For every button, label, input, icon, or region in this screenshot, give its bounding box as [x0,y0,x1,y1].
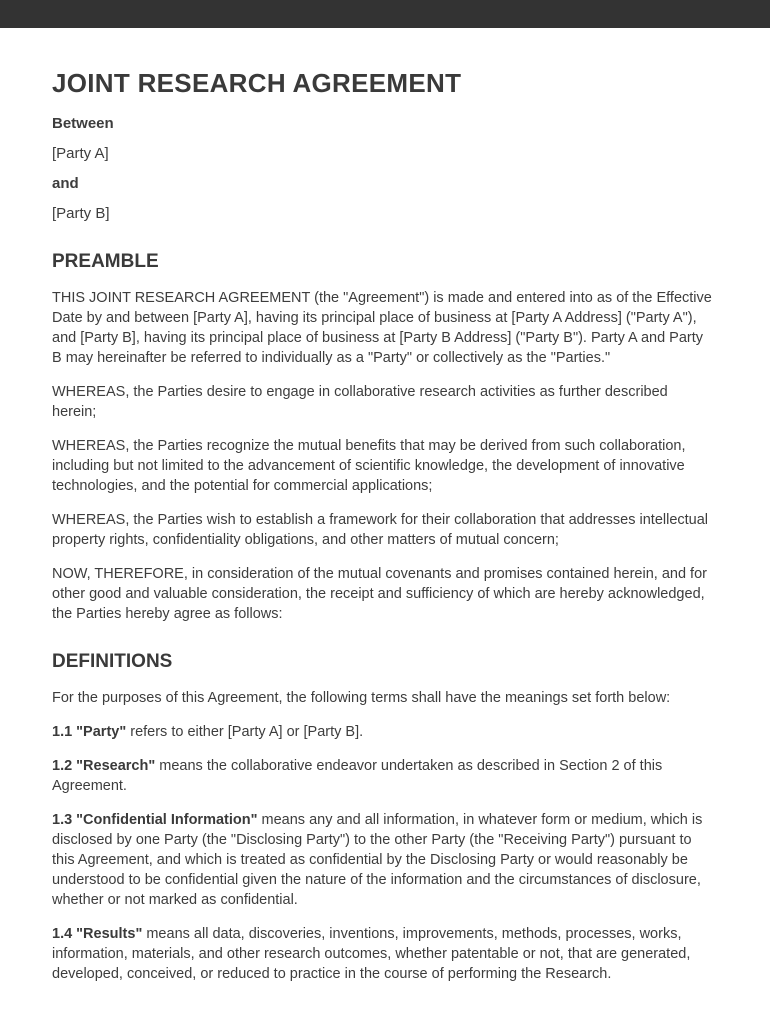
preamble-paragraph-5: NOW, THEREFORE, in consideration of the mutual covenants and promises contained herein, and for other good and valuable consideration, the receipt and sufficiency of which are hereby acknowledged, the Parties hereby agree as follows: [52,566,707,622]
definition-item-1-1 [52,722,712,742]
definition-term-1-1: 1.1 "Party" [52,724,127,740]
definition-term-1-3: 1.3 "Confidential Information" [52,812,258,828]
definition-item-1-4 [52,924,712,984]
definition-item-1-3 [52,810,712,910]
between-label: Between [52,115,114,132]
viewer-top-bar [0,0,770,28]
document-page [0,28,770,1028]
document-body [52,68,712,984]
preamble-paragraph-2: WHEREAS, the Parties desire to engage in collaborative research activities as further described herein; [52,384,668,420]
definition-text-1-3: means any and all information, in whatever form or medium, which is disclosed by one Party (the "Disclosing Party") to the other Party (the "Receiving Party") pursuant to this Agreement, and which is treated as confidential by the Disclosing Party or would reasonably be understood to be confidential given the nature of the information and the circumstances of disclosure, whether or not marked as confidential. [52,812,703,908]
definition-item-1-2 [52,756,712,796]
definitions-heading: DEFINITIONS [52,651,173,672]
definition-term-1-4: 1.4 "Results" [52,926,143,942]
preamble-paragraph-4: WHEREAS, the Parties wish to establish a framework for their collaboration that addresses intellectual property rights, confidentiality obligations, and other matters of mutual concern; [52,512,709,548]
definitions-intro: For the purposes of this Agreement, the following terms shall have the meanings set forth below: [52,690,671,706]
preamble-paragraph-1: THIS JOINT RESEARCH AGREEMENT (the "Agreement") is made and entered into as of the Effective Date by and between [Party A], having its principal place of business at [Party A Address] ("Party A"), and [Party B], having its principal place of business at [Party B Address] ("Party B"). Party A and Party B may hereinafter be referred to individually as a "Party" or collectively as the "Parties." [52,290,712,366]
preamble-paragraph-3: WHEREAS, the Parties recognize the mutual benefits that may be derived from such collaboration, including but not limited to the advancement of scientific knowledge, the development of innovative technologies, and the potential for commercial applications; [52,438,686,494]
definition-text-1-1: refers to either [Party A] or [Party B]. [126,724,364,740]
preamble-heading: PREAMBLE [52,251,159,272]
and-label: and [52,175,79,192]
definition-text-1-4: means all data, discoveries, inventions, improvements, methods, processes, works, information, materials, and other research outcomes, whether patentable or not, that are generated, developed, conceived, or reduced to practice in the course of performing the Research. [52,926,691,982]
definition-term-1-2: 1.2 "Research" [52,758,156,774]
definition-text-1-2: means the collaborative endeavor undertaken as described in Section 2 of this Agreement. [52,758,663,794]
document-title: JOINT RESEARCH AGREEMENT [52,68,462,98]
party-b-placeholder: [Party B] [52,205,110,222]
party-a-placeholder: [Party A] [52,145,109,162]
